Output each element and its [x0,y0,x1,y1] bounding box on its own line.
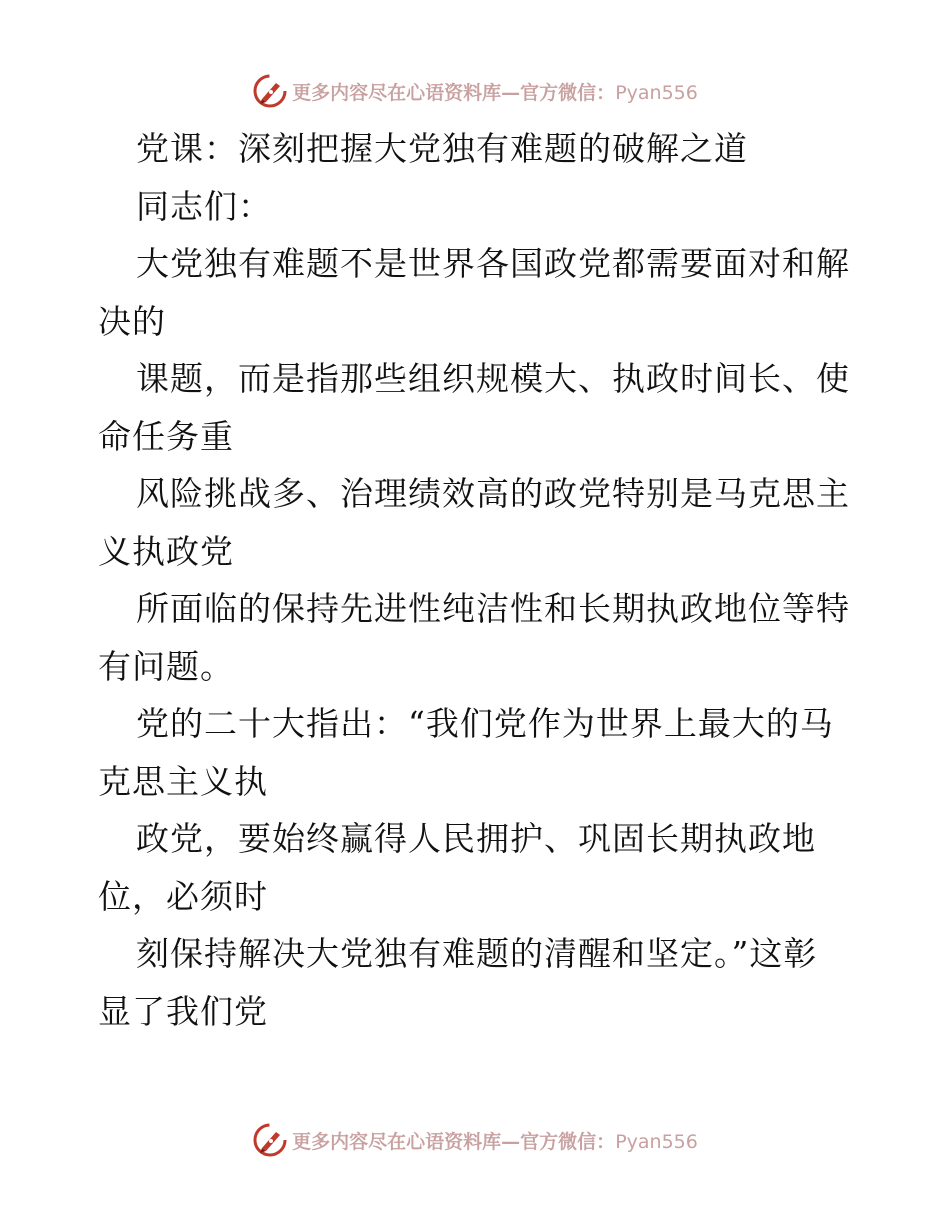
watermark-site-name: 更多内容尽在心语资料库 [292,81,502,104]
paragraph-line: 义执政党 [98,531,234,571]
watermark-separator: — [501,1130,521,1153]
paragraph-line: 所面临的保持先进性纯洁性和长期执政地位等特 [136,589,850,628]
footer-watermark [252,1120,698,1160]
paragraph-line: 位，必须时 [98,876,268,916]
header-watermark [252,71,698,111]
watermark-text [292,78,698,105]
paragraph-line: 命任务重 [98,416,234,456]
paragraph-line: 政党，要始终赢得人民拥护、巩固长期执政地 [136,819,816,858]
paragraph-line: 决的 [98,301,166,341]
paragraph-line: 课题，而是指那些组织规模大、执政时间长、使 [136,359,850,398]
watermark-text [292,1127,698,1154]
header-watermark-banner [0,71,950,111]
document-body [98,120,858,1040]
paragraph-line: 刻保持解决大党独有难题的清醒和坚定。”这彰 [136,934,818,973]
paragraph-line: 克思主义执 [98,761,268,801]
paragraph-line: 显了我们党 [98,991,268,1031]
watermark-separator: — [501,81,521,104]
footer-watermark-banner [0,1120,950,1160]
paragraph-line: 风险挑战多、治理绩效高的政党特别是马克思主 [136,474,850,513]
pen-logo-icon [252,1122,288,1158]
paragraph-line: 有问题。 [98,646,234,686]
paragraph-line: 大党独有难题不是世界各国政党都需要面对和解 [136,244,850,283]
document-title: 党课：深刻把握大党独有难题的破解之道 [136,129,748,168]
watermark-wechat-id: Pyan556 [615,1130,698,1153]
paragraph-line: 党的二十大指出：“我们党作为世界上最大的马 [136,704,834,743]
watermark-wechat-id: Pyan556 [615,81,698,104]
watermark-wechat-label: 官方微信： [520,81,616,104]
watermark-site-name: 更多内容尽在心语资料库 [292,1130,502,1153]
pen-logo-icon [252,73,288,109]
watermark-wechat-label: 官方微信： [520,1130,616,1153]
document-salutation: 同志们： [136,186,272,226]
